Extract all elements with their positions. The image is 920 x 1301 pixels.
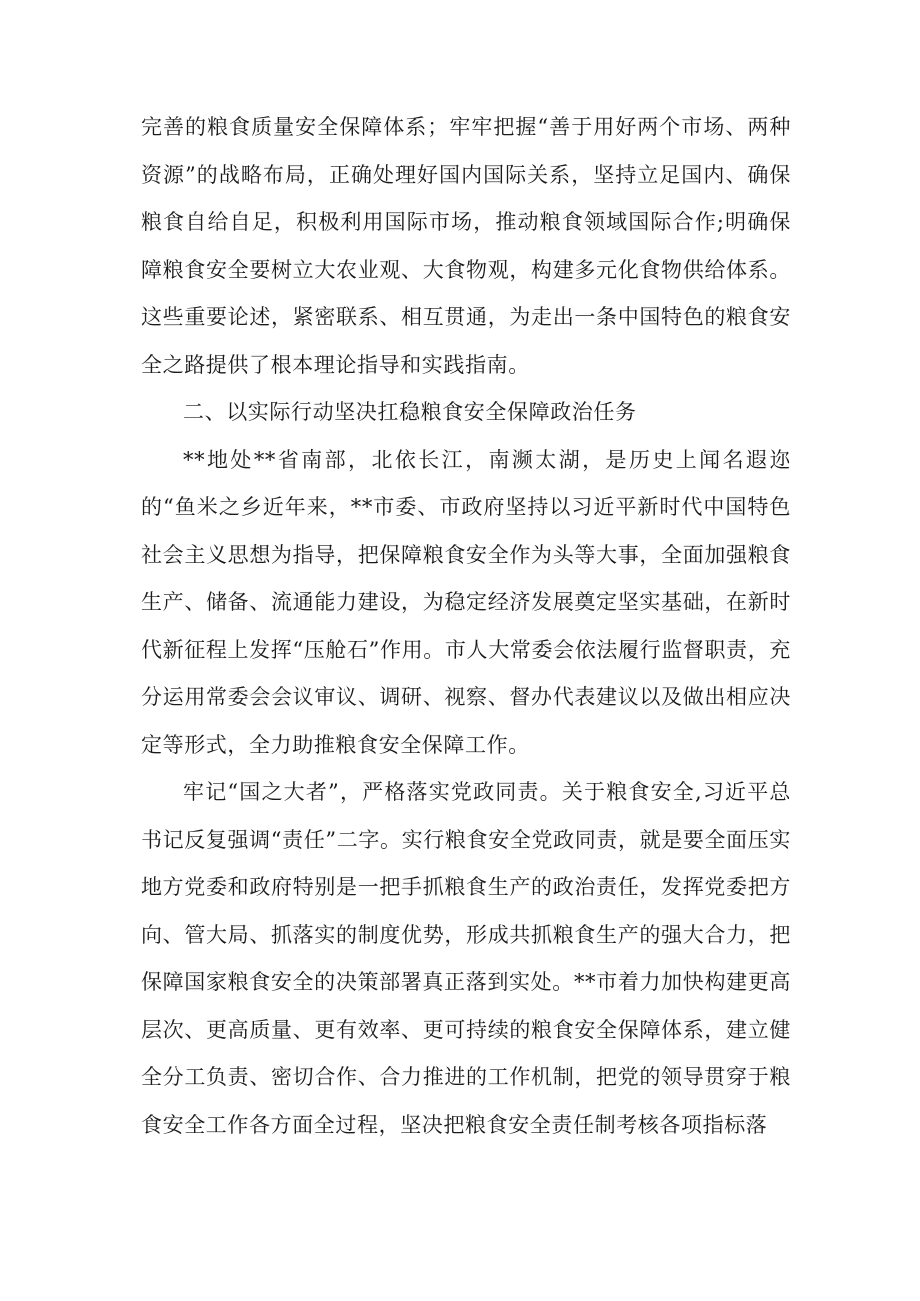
document-body: [141, 104, 791, 1149]
section-heading: 二、以实际行动坚决扛稳粮食安全保障政治任务: [183, 400, 637, 424]
paragraph-region-intro: **地处**省南部，北依长江，南濒太湖，是历史上闻名遐迩的“鱼米之乡近年来，**市委、市政府坚持以习近平新时代中国特色社会主义思想为指导，把保障粮食安全作为头等大事，全面加强粮食生产、储备、流通能力建设，为稳定经济发展奠定坚实基础，在新时代新征程上发挥“压舱石”作用。市人大常委会依法履行监督职责，充分运用常委会会议审议、调研、视察、督办代表建议以及做出相应决定等形式，全力助推粮食安全保障工作。: [141, 447, 791, 757]
paragraph-continuation: 完善的粮食质量安全保障体系；牢牢把握“善于用好两个市场、两种资源”的战略布局，正确处理好国内国际关系，坚持立足国内、确保粮食自给自足，积极利用国际市场，推动粮食领域国际合作;明确保障粮食安全要树立大农业观、大食物观，构建多元化食物供给体系。这些重要论述，紧密联系、相互贯通，为走出一条中国特色的粮食安全之路提供了根本理论指导和实践指南。: [141, 115, 791, 377]
paragraph-responsibility: 牢记“国之大者”，严格落实党政同责。关于粮食安全,习近平总书记反复强调“责任”二字。实行粮食安全党政同责，就是要全面压实地方党委和政府特别是一把手抓粮食生产的政治责任，发挥党委把方向、管大局、抓落实的制度优势，形成共抓粮食生产的强大合力，把保障国家粮食安全的决策部署真正落到实处。**市着力加快构建更高层次、更高质量、更有效率、更可持续的粮食安全保障体系，建立健全分工负责、密切合作、合力推进的工作机制，把党的领导贯穿于粮食安全工作各方面全过程，坚决把粮食安全责任制考核各项指标落: [141, 780, 791, 1137]
